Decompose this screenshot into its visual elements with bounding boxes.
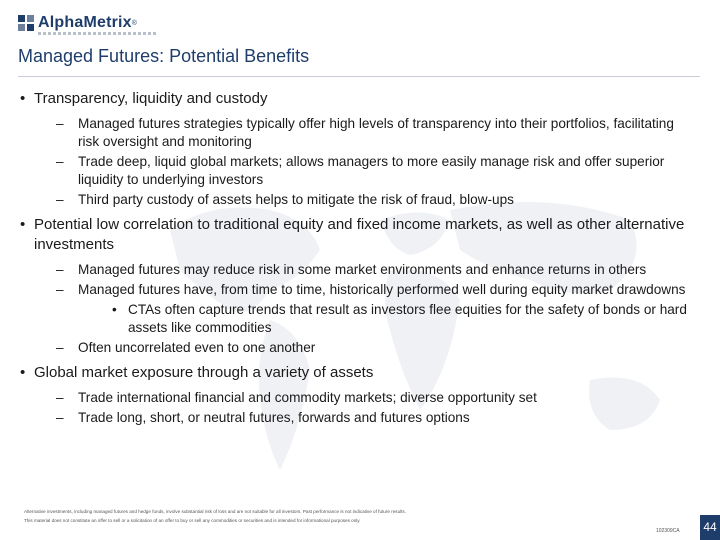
page-title: Managed Futures: Potential Benefits	[18, 46, 310, 66]
disclaimer-line-1: Alternative investments, including managed futures and hedge funds, involve substantial risk of loss and are not suitable for all investors. Past performance is not indicative of future results.	[24, 509, 406, 514]
bullet-content	[20, 89, 690, 429]
sub-bullet: – Third party custody of assets helps to mitigate the risk of fraud, blow-ups	[56, 192, 514, 207]
sub-sub-bullet: • CTAs often capture trends that result as investors flee equities for the safety of bonds or hard assets like commodities	[112, 302, 687, 335]
alphametrix-logo	[18, 14, 137, 32]
document-code: 102309CA	[656, 528, 680, 534]
sub-bullet: – Managed futures may reduce risk in some market environments and enhance returns in others	[56, 262, 647, 277]
title-divider	[18, 76, 700, 77]
bullet-3: • Global market exposure through a variety of assets	[20, 363, 690, 383]
registered-mark: ®	[131, 19, 137, 27]
sub-bullet: – Trade long, short, or neutral futures, forwards and futures options	[56, 410, 470, 425]
sub-bullet: – Often uncorrelated even to one another	[56, 340, 316, 355]
sub-bullet: – Managed futures strategies typically offer high levels of transparency into their portfolios, facilitating risk oversight and monitoring	[56, 116, 674, 149]
page-number: 44	[700, 515, 720, 540]
logo-text: AlphaMetrix	[38, 14, 132, 31]
sub-bullet: – Managed futures have, from time to time, historically performed well during equity market drawdowns	[56, 282, 686, 297]
disclaimer	[24, 507, 664, 525]
bullet-1: • Transparency, liquidity and custody	[20, 89, 690, 109]
bullet-2: • Potential low correlation to traditional equity and fixed income markets, as well as other alternative investments	[20, 215, 690, 255]
alphametrix-logo-icon	[18, 15, 34, 31]
sub-bullet: – Trade international financial and commodity markets; diverse opportunity set	[56, 390, 537, 405]
sub-bullet: – Trade deep, liquid global markets; allows managers to more easily manage risk and offer superior liquidity to underlying investors	[56, 154, 665, 187]
logo-tagline	[38, 32, 156, 35]
disclaimer-line-2: This material does not constitute an offer to sell or a solicitation of an offer to buy or sell any commodities or securities and is intended for informational purposes only.	[24, 518, 361, 523]
